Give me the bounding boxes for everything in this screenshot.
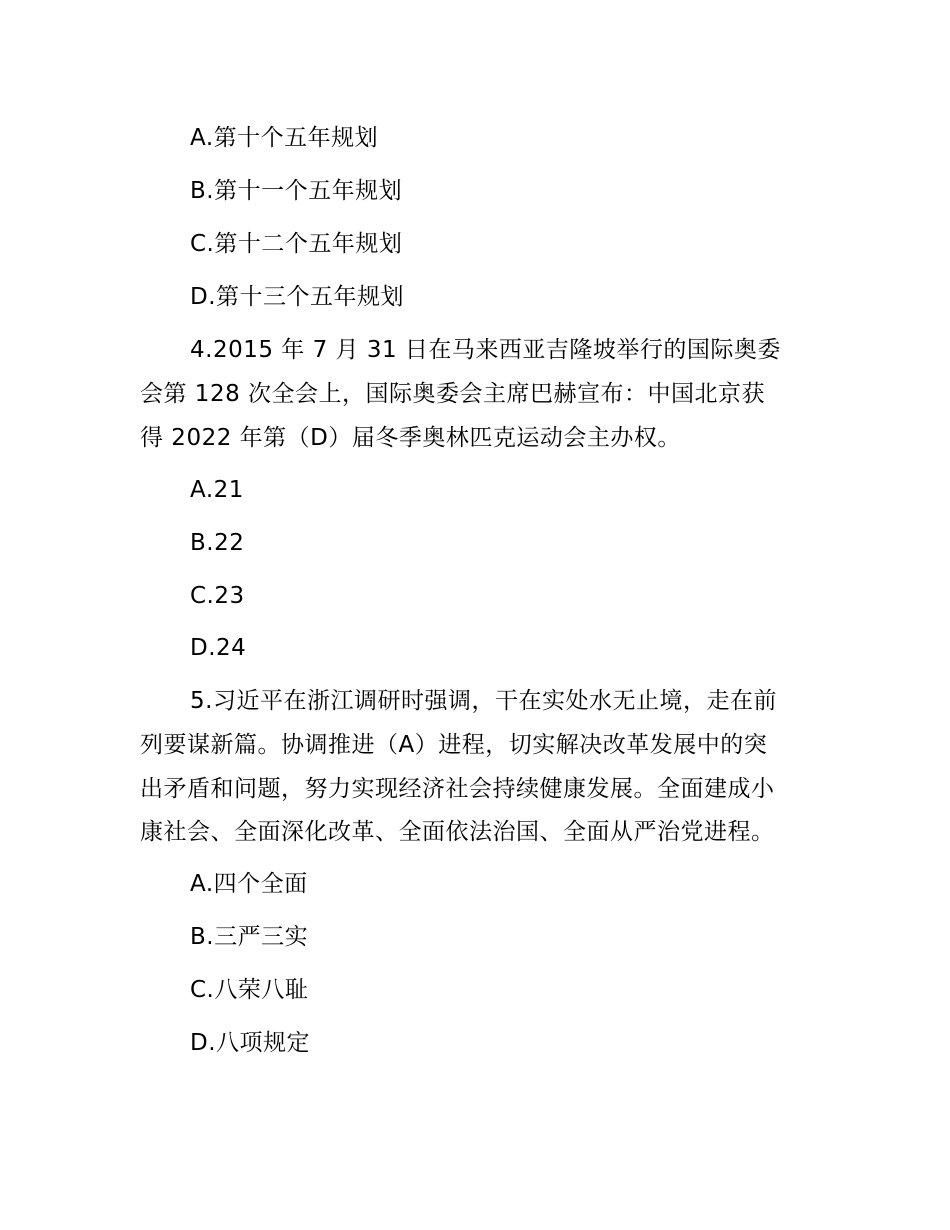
q3-option-a: A.第十个五年规划 bbox=[190, 125, 379, 151]
q3-option-b: B.第十一个五年规划 bbox=[190, 178, 403, 204]
q4-line-3: 得 2022 年第（D）届冬季奥林匹克运动会主办权。 bbox=[140, 425, 681, 451]
q3-option-d: D.第十三个五年规划 bbox=[190, 284, 405, 310]
q4-option-d: D.24 bbox=[190, 635, 247, 661]
q5-line-2: 列要谋新篇。协调推进（A）进程，切实解决改革发展中的突 bbox=[140, 732, 768, 758]
q5-option-c: C.八荣八耻 bbox=[190, 977, 309, 1003]
q4-option-a: A.21 bbox=[190, 477, 244, 503]
q5-option-a: A.四个全面 bbox=[190, 871, 308, 897]
q5-option-b: B.三严三实 bbox=[190, 924, 309, 950]
q5-line-3: 出矛盾和问题，努力实现经济社会持续健康发展。全面建成小 bbox=[140, 776, 775, 802]
q4-line-2: 会第 128 次全会上，国际奥委会主席巴赫宣布：中国北京获 bbox=[140, 381, 766, 407]
q4-line-1: 4.2015 年 7 月 31 日在马来西亚吉隆坡举行的国际奥委 bbox=[190, 337, 781, 363]
q5-line-4: 康社会、全面深化改革、全面依法治国、全面从严治党进程。 bbox=[140, 819, 775, 845]
q4-option-b: B.22 bbox=[190, 530, 245, 556]
q5-option-d: D.八项规定 bbox=[190, 1030, 311, 1056]
q5-line-1: 5.习近平在浙江调研时强调，干在实处水无止境，走在前 bbox=[190, 688, 777, 714]
q3-option-c: C.第十二个五年规划 bbox=[190, 231, 403, 257]
q4-option-c: C.23 bbox=[190, 583, 245, 609]
